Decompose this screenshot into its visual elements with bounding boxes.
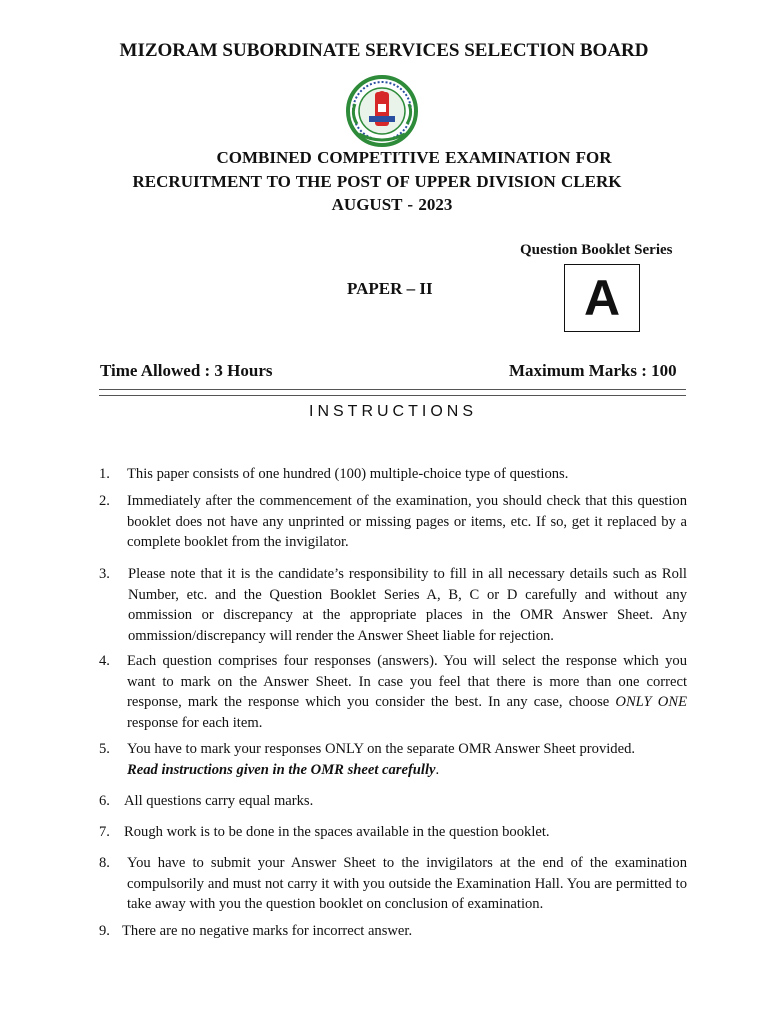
instruction-item <box>99 491 687 553</box>
instruction-text: This paper consists of one hundred (100) multiple-choice type of questions. <box>127 466 569 482</box>
instruction-text <box>127 651 687 733</box>
instruction-text-part: Each question comprises four responses (answers). You will select the response which you want to mark on the Answer Sheet. In case you feel that there is more than one correct response, mark the response which you consider the best. In any case, choose <box>127 653 687 710</box>
series-value: A <box>583 270 621 326</box>
paper-number: PAPER – II <box>347 279 433 298</box>
instruction-text: Please note that it is the candidate’s responsibility to fill in all necessary details such as Roll Number, etc. and the Question Booklet Series A, B, C or D carefully and without any ommission or discrepancy at the appropriate places in the OMR Answer Sheet. Any ommission/discrepancy will render the Answer Sheet liable for rejection. <box>128 566 687 644</box>
series-label: Question Booklet Series <box>520 242 673 258</box>
instruction-item <box>99 822 687 843</box>
instruction-number: 6. <box>99 793 110 809</box>
instruction-text-part: . <box>435 761 440 778</box>
instruction-text-part: response for each item. <box>127 714 263 731</box>
instruction-number: 9. <box>99 923 110 939</box>
instruction-text: You have to submit your Answer Sheet to the invigilators at the end of the examination compulsorily and must not carry it with you outside the Examination Hall. You are permitted to take away with you the question booklet on conclusion of examination. <box>127 855 687 912</box>
instruction-emphasis: ONLY ONE <box>615 694 687 710</box>
time-allowed: Time Allowed : 3 Hours <box>100 361 273 380</box>
instruction-text: Immediately after the commencement of the examination, you should check that this question booklet does not have any unprinted or missing pages or items, etc. If so, get it replaced by a complete booklet from the invigilator. <box>127 493 687 550</box>
instruction-number: 5. <box>99 741 110 757</box>
series-box <box>564 264 640 332</box>
instruction-text-part: You have to mark your responses ONLY on the separate OMR Answer Sheet provided. <box>127 741 636 757</box>
instruction-text: There are no negative marks for incorrect answer. <box>122 923 413 939</box>
instruction-text: All questions carry equal marks. <box>124 793 314 809</box>
exam-title-line-2: RECRUITMENT TO THE POST OF UPPER DIVISION CLERK <box>132 172 622 191</box>
maximum-marks: Maximum Marks : 100 <box>509 361 677 380</box>
instruction-number: 4. <box>99 653 110 669</box>
instruction-text: Rough work is to be done in the spaces available in the question booklet. <box>124 824 550 840</box>
instruction-item <box>99 651 687 733</box>
instruction-number: 8. <box>99 855 110 871</box>
instruction-item <box>99 739 687 780</box>
exam-title-line-1: COMBINED COMPETITIVE EXAMINATION FOR <box>216 148 612 167</box>
instruction-emphasis: Read instructions given in the OMR sheet carefully <box>127 761 436 778</box>
board-emblem-icon <box>345 74 419 148</box>
instructions-heading: INSTRUCTIONS <box>309 403 477 420</box>
instruction-number: 7. <box>99 824 110 840</box>
instruction-number: 1. <box>99 466 110 482</box>
instruction-item <box>99 564 687 646</box>
instruction-text <box>127 739 687 780</box>
exam-date: AUGUST - 2023 <box>331 195 453 214</box>
divider-top <box>99 389 686 390</box>
instruction-item <box>99 921 687 942</box>
board-title: MIZORAM SUBORDINATE SERVICES SELECTION BOARD <box>119 40 649 61</box>
instruction-item <box>99 791 687 812</box>
divider-bottom <box>99 395 686 396</box>
instruction-item <box>99 464 687 485</box>
instruction-item <box>99 853 687 915</box>
instruction-number: 2. <box>99 493 110 509</box>
instruction-number: 3. <box>99 566 110 582</box>
